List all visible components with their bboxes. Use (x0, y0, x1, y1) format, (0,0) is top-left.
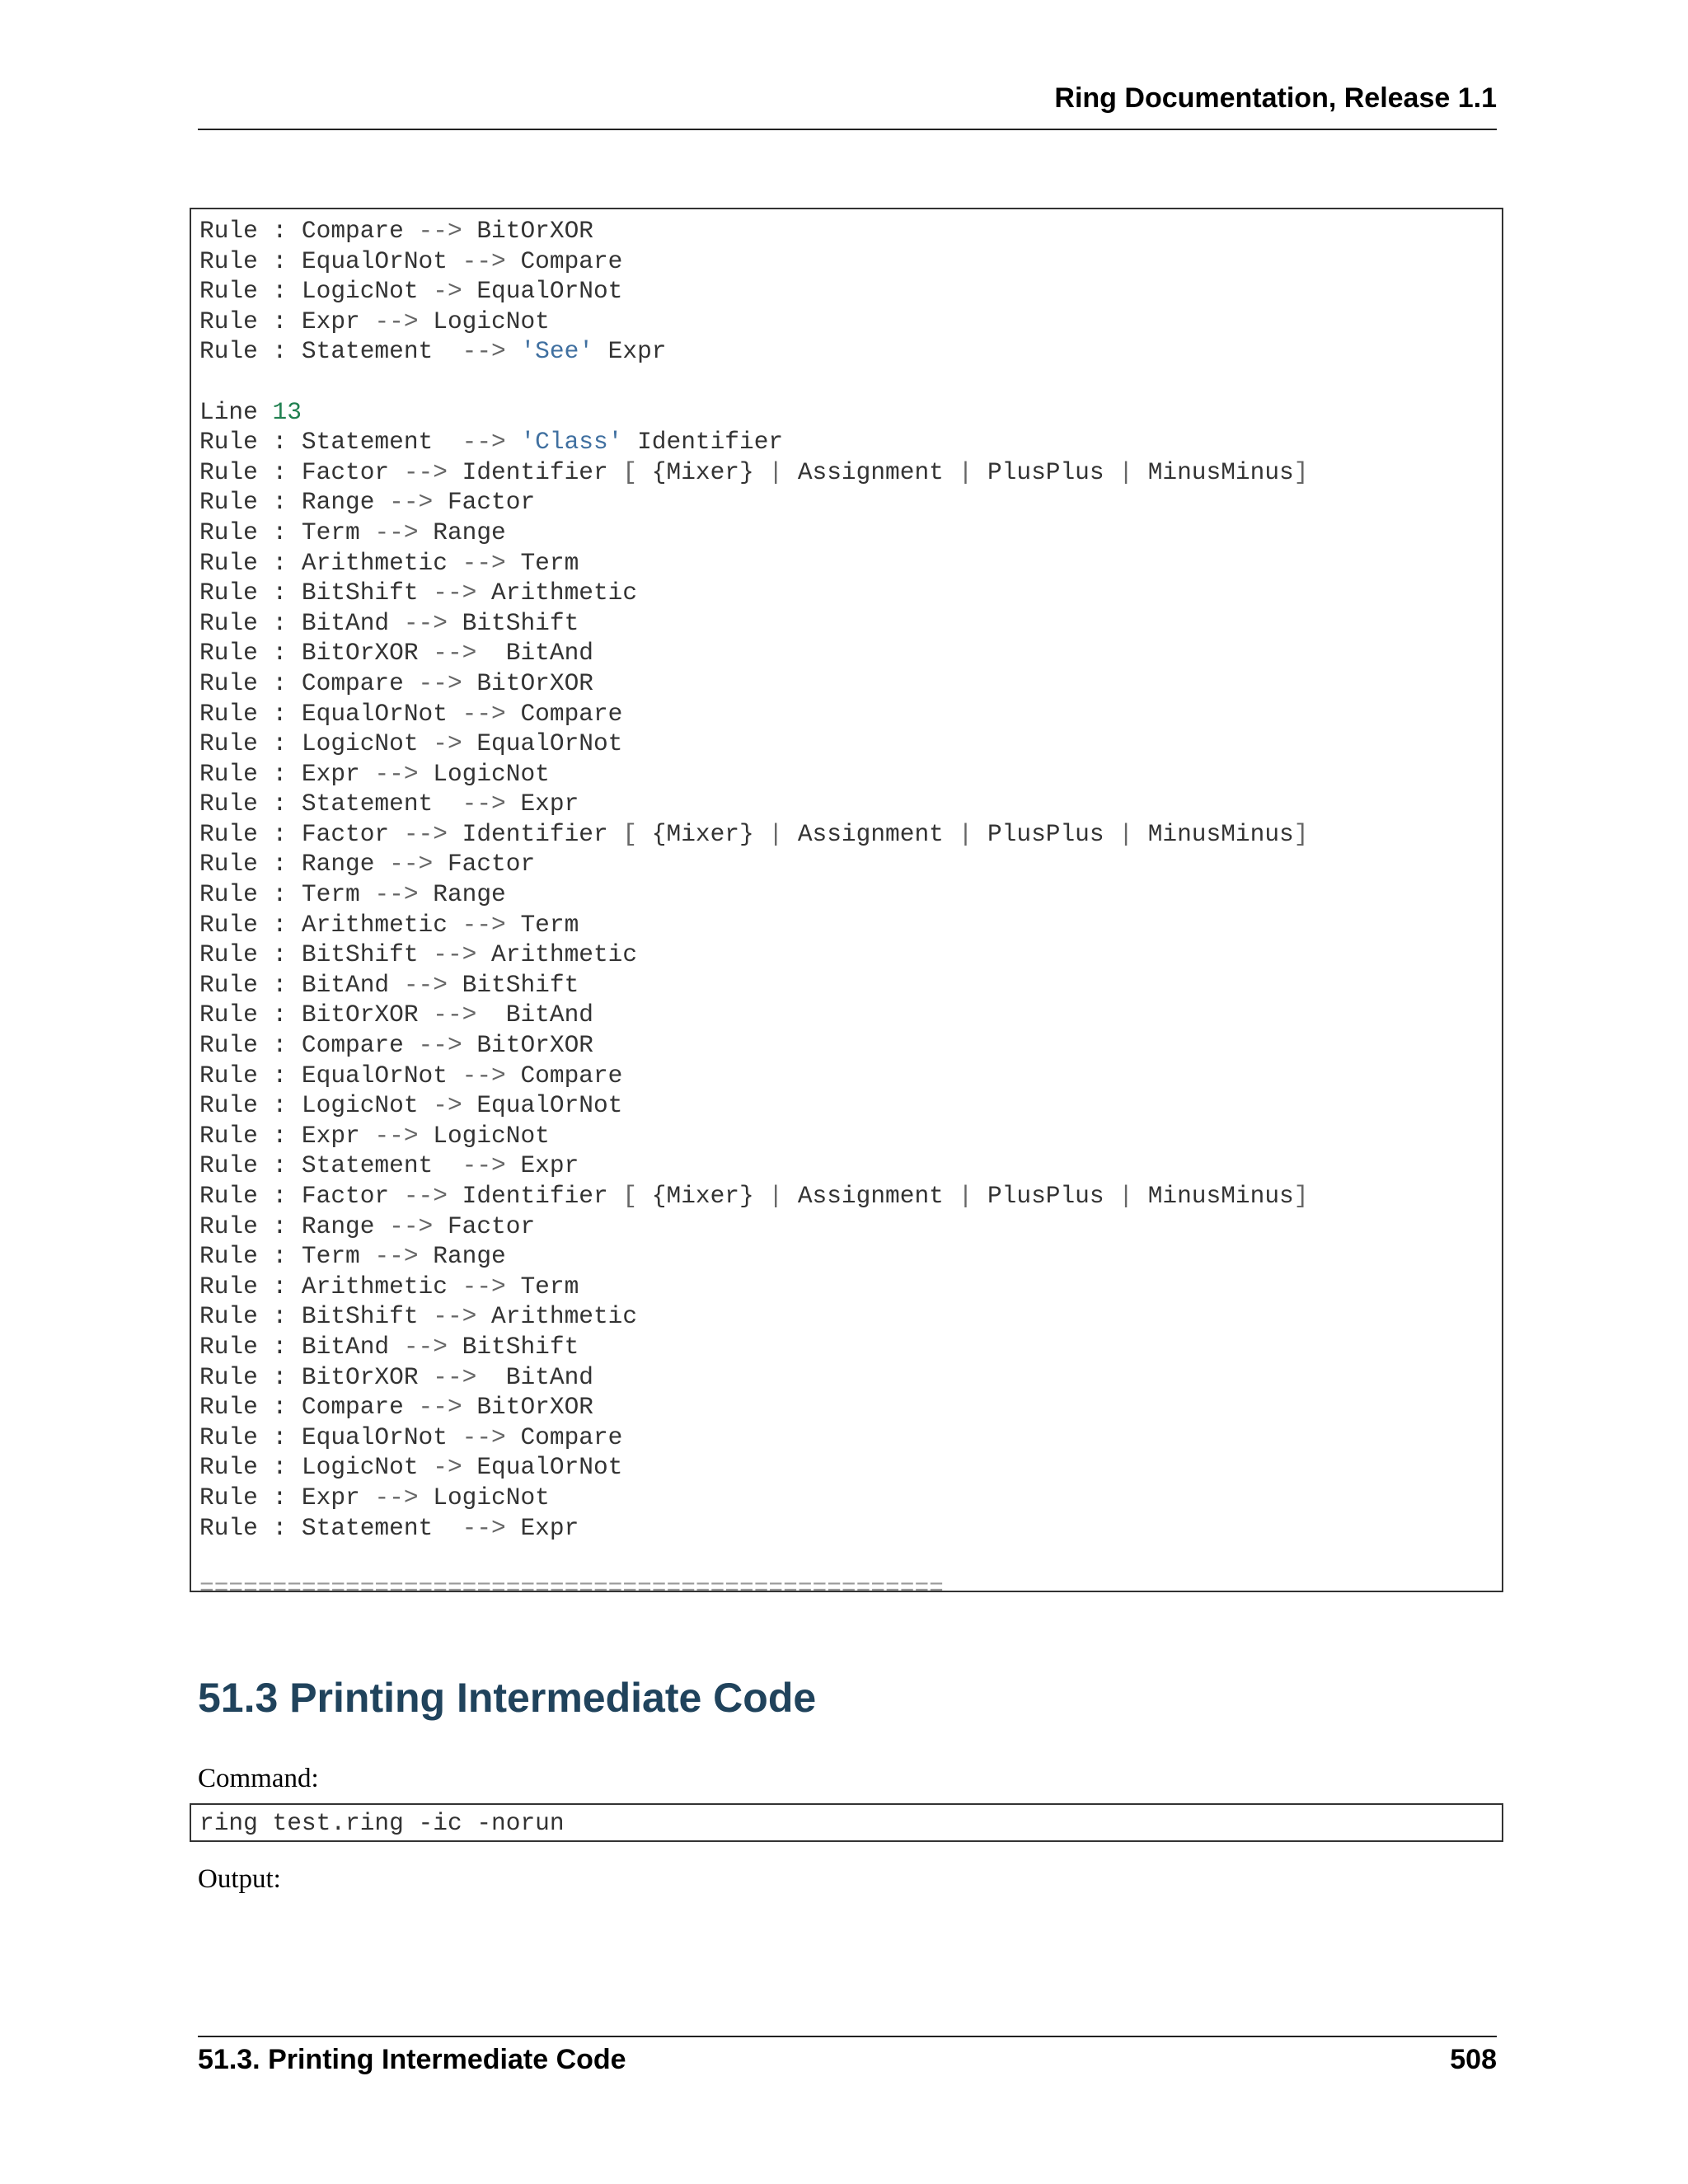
code-token: Term (505, 548, 579, 577)
code-token: Expr (505, 1151, 579, 1180)
code-token: Term (505, 1272, 579, 1301)
code-token: Rule : Arithmetic (199, 548, 462, 577)
code-line (199, 427, 1502, 457)
code-token: Rule : Expr (199, 1483, 375, 1511)
code-line (199, 1483, 1502, 1513)
code-line (199, 1301, 1502, 1332)
code-token: Identifier (447, 1182, 623, 1210)
code-token: BitOrXOR (462, 217, 593, 245)
code-token: Identifier (447, 457, 623, 486)
code-token: --> (403, 1182, 448, 1210)
code-token: | (1118, 819, 1133, 848)
code-token: --> (433, 579, 477, 607)
code-token: Rule : BitOrXOR (199, 1001, 434, 1029)
code-token: Rule : LogicNot (199, 729, 434, 758)
code-token: Rule : Expr (199, 1121, 375, 1150)
code-line (199, 940, 1502, 970)
code-token: [ (622, 457, 638, 486)
code-token: BitAnd (476, 639, 593, 668)
code-token: Rule : Factor (199, 1182, 404, 1210)
code-token: LogicNot (418, 307, 550, 335)
code-token: | (1118, 457, 1133, 486)
code-line (199, 1573, 1502, 1604)
code-token: Rule : Statement (199, 1151, 462, 1180)
code-token: Rule : Arithmetic (199, 1272, 462, 1301)
code-token: Rule : BitShift (199, 940, 434, 969)
code-token: Expr (505, 1513, 579, 1542)
code-token: EqualOrNot (462, 277, 623, 306)
code-token: Expr (505, 790, 579, 818)
code-token: --> (462, 1151, 506, 1180)
code-token: LogicNot (418, 759, 550, 788)
code-block-grammar-trace (190, 208, 1503, 1602)
code-token: --> (433, 1302, 477, 1331)
code-block-content (199, 216, 1502, 1603)
code-token (506, 428, 521, 456)
code-line (199, 246, 1502, 277)
code-token: Rule : BitOrXOR (199, 639, 434, 668)
code-token: Rule : BitAnd (199, 1332, 404, 1361)
code-token: BitOrXOR (462, 1393, 593, 1422)
code-line (199, 276, 1502, 307)
code-token: BitOrXOR (462, 1031, 593, 1060)
code-token: | (768, 819, 784, 848)
code-line (199, 518, 1502, 548)
code-token: Rule : Range (199, 850, 390, 879)
code-token: --> (374, 1242, 419, 1271)
code-token: Expr (593, 337, 667, 366)
code-token: ] (1293, 1182, 1309, 1210)
code-line (199, 1151, 1502, 1181)
code-line (199, 1332, 1502, 1362)
code-token: --> (374, 759, 419, 788)
code-token: --> (462, 1061, 506, 1090)
code-token: ] (1293, 457, 1309, 486)
code-token: Rule : BitAnd (199, 970, 404, 999)
code-line (199, 1121, 1502, 1151)
code-token: Rule : Compare (199, 1031, 419, 1060)
code-line (199, 457, 1502, 488)
code-token: PlusPlus (973, 1182, 1119, 1210)
code-token: --> (389, 488, 434, 517)
code-token: --> (433, 639, 477, 668)
code-token: Rule : EqualOrNot (199, 1061, 462, 1090)
code-token: --> (462, 548, 506, 577)
code-token: -> (433, 1453, 462, 1482)
code-token: -> (433, 1091, 462, 1120)
code-token: Range (418, 1242, 506, 1271)
code-token: Factor (433, 488, 536, 517)
code-token: Factor (433, 1212, 536, 1240)
code-line (199, 307, 1502, 337)
code-token: | (768, 1182, 784, 1210)
code-token: 'Class' (520, 428, 623, 457)
code-token: BitOrXOR (462, 668, 593, 697)
code-token: --> (418, 668, 462, 697)
code-token: Rule : LogicNot (199, 1091, 434, 1120)
code-token: Term (505, 910, 579, 939)
code-line (199, 1212, 1502, 1242)
code-token: Rule : BitShift (199, 1302, 434, 1331)
code-token: Line (199, 397, 273, 426)
code-token: Rule : Compare (199, 217, 419, 245)
code-line (199, 578, 1502, 608)
code-token: Arithmetic (476, 1302, 638, 1331)
code-token: Rule : Statement (199, 337, 462, 366)
code-line (199, 1000, 1502, 1030)
code-line (199, 1513, 1502, 1544)
code-token: {Mixer} (637, 1182, 769, 1210)
code-token: Range (418, 880, 506, 909)
code-token: Assignment (783, 457, 959, 486)
code-token: Rule : Statement (199, 790, 462, 818)
code-line (199, 668, 1502, 699)
output-label: Output: (198, 1864, 281, 1894)
code-token: Rule : BitAnd (199, 608, 404, 637)
code-token: --> (389, 850, 434, 879)
code-token: Rule : Factor (199, 457, 404, 486)
code-token: Rule : Range (199, 488, 390, 517)
code-token: --> (418, 1031, 462, 1060)
code-token: --> (462, 1513, 506, 1542)
code-token: Rule : Arithmetic (199, 910, 462, 939)
code-token: --> (403, 970, 448, 999)
footer-section: 51.3. Printing Intermediate Code (198, 2044, 626, 2075)
code-line (199, 1452, 1502, 1483)
code-line (199, 1392, 1502, 1422)
code-token: Range (418, 518, 506, 546)
code-token: --> (462, 910, 506, 939)
code-token: --> (462, 337, 506, 366)
code-token: --> (374, 518, 419, 546)
code-line (199, 1030, 1502, 1061)
code-token: | (768, 457, 784, 486)
code-token: Rule : Expr (199, 759, 375, 788)
code-token: {Mixer} (637, 457, 769, 486)
code-token: Rule : Range (199, 1212, 390, 1240)
code-token: --> (462, 1272, 506, 1301)
code-token: Rule : Factor (199, 819, 404, 848)
code-token: Factor (433, 850, 536, 879)
code-token: --> (433, 940, 477, 969)
code-token: | (1118, 1182, 1133, 1210)
code-token: MinusMinus (1133, 1182, 1294, 1210)
code-line (199, 548, 1502, 579)
code-line (199, 216, 1502, 246)
code-line (199, 789, 1502, 819)
code-token: --> (374, 1121, 419, 1150)
code-token: Rule : LogicNot (199, 1453, 434, 1482)
code-line (199, 1090, 1502, 1121)
code-token: --> (374, 880, 419, 909)
code-line (199, 970, 1502, 1001)
code-line (199, 608, 1502, 639)
code-token: --> (389, 1212, 434, 1240)
code-line (199, 879, 1502, 910)
code-token: Rule : Expr (199, 307, 375, 335)
code-block-command (190, 1803, 1503, 1842)
code-token: EqualOrNot (462, 729, 623, 758)
code-line (199, 1241, 1502, 1272)
code-token: =================================================== (199, 1573, 944, 1602)
code-token: MinusMinus (1133, 457, 1294, 486)
code-token: BitShift (447, 608, 579, 637)
code-token: Rule : Term (199, 518, 375, 546)
code-token: -> (433, 729, 462, 758)
command-code: ring test.ring -ic -norun (199, 1809, 565, 1837)
code-token: --> (462, 699, 506, 728)
code-token: ] (1293, 819, 1309, 848)
code-token: --> (374, 307, 419, 335)
code-token: Assignment (783, 819, 959, 848)
code-token: --> (462, 1422, 506, 1451)
code-line (199, 336, 1502, 367)
code-token: LogicNot (418, 1121, 550, 1150)
code-token: 13 (272, 397, 302, 426)
code-token: Rule : LogicNot (199, 277, 434, 306)
code-line (199, 729, 1502, 759)
code-token: Rule : Compare (199, 1393, 419, 1422)
code-token: BitAnd (476, 1001, 593, 1029)
code-line (199, 1362, 1502, 1393)
code-token: Rule : BitOrXOR (199, 1362, 434, 1391)
code-token: | (958, 1182, 973, 1210)
code-token: Compare (505, 246, 623, 275)
code-token: Rule : EqualOrNot (199, 699, 462, 728)
code-line (199, 910, 1502, 940)
code-token: 'See' (520, 337, 593, 366)
code-token: EqualOrNot (462, 1453, 623, 1482)
code-token: BitAnd (476, 1362, 593, 1391)
code-token: Compare (505, 1422, 623, 1451)
code-token: Compare (505, 699, 623, 728)
code-token: Rule : BitShift (199, 579, 434, 607)
code-token: [ (622, 1182, 638, 1210)
code-token: --> (403, 819, 448, 848)
code-token: --> (374, 1483, 419, 1511)
code-token: Rule : EqualOrNot (199, 1422, 462, 1451)
footer-page-number: 508 (1450, 2044, 1497, 2075)
code-line (199, 397, 1502, 428)
code-token: BitShift (447, 1332, 579, 1361)
code-token: Identifier (447, 819, 623, 848)
code-line (199, 1181, 1502, 1212)
code-token: [ (622, 819, 638, 848)
code-token: Assignment (783, 1182, 959, 1210)
code-token: --> (462, 790, 506, 818)
code-token: --> (433, 1362, 477, 1391)
code-token: Rule : Compare (199, 668, 419, 697)
code-line (199, 819, 1502, 850)
code-token: {Mixer} (637, 819, 769, 848)
code-line (199, 849, 1502, 879)
code-token: --> (403, 608, 448, 637)
code-token: --> (462, 428, 506, 457)
code-line (199, 699, 1502, 729)
code-line (199, 487, 1502, 518)
code-token: | (958, 819, 973, 848)
code-line (199, 1422, 1502, 1453)
code-token: BitShift (447, 970, 579, 999)
code-token: --> (403, 457, 448, 486)
code-token: --> (433, 1001, 477, 1029)
command-label: Command: (198, 1764, 319, 1793)
code-token: -> (433, 277, 462, 306)
code-token: EqualOrNot (462, 1091, 623, 1120)
code-token: Rule : EqualOrNot (199, 246, 462, 275)
code-line (199, 367, 1502, 397)
code-token: PlusPlus (973, 819, 1119, 848)
code-token: --> (418, 217, 462, 245)
code-token: --> (462, 246, 506, 275)
header-title: Ring Documentation, Release 1.1 (1054, 82, 1497, 114)
page-footer (198, 2036, 1497, 2076)
code-token (506, 337, 521, 365)
code-line (199, 638, 1502, 668)
code-line (199, 1543, 1502, 1573)
code-line (199, 1061, 1502, 1091)
code-token: LogicNot (418, 1483, 550, 1511)
code-token: Rule : Statement (199, 428, 462, 457)
code-token: Compare (505, 1061, 623, 1090)
code-token: Rule : Term (199, 1242, 375, 1271)
code-line (199, 1272, 1502, 1302)
page-header (198, 82, 1497, 130)
code-token: Arithmetic (476, 940, 638, 969)
code-token: PlusPlus (973, 457, 1119, 486)
code-token: MinusMinus (1133, 819, 1294, 848)
code-token: --> (403, 1332, 448, 1361)
code-token: Rule : Statement (199, 1513, 462, 1542)
code-token: Arithmetic (476, 579, 638, 607)
code-token: | (958, 457, 973, 486)
code-token: Rule : Term (199, 880, 375, 909)
code-line (199, 759, 1502, 790)
section-title: 51.3 Printing Intermediate Code (198, 1675, 817, 1721)
code-token: Identifier (622, 428, 784, 457)
code-token: --> (418, 1393, 462, 1422)
